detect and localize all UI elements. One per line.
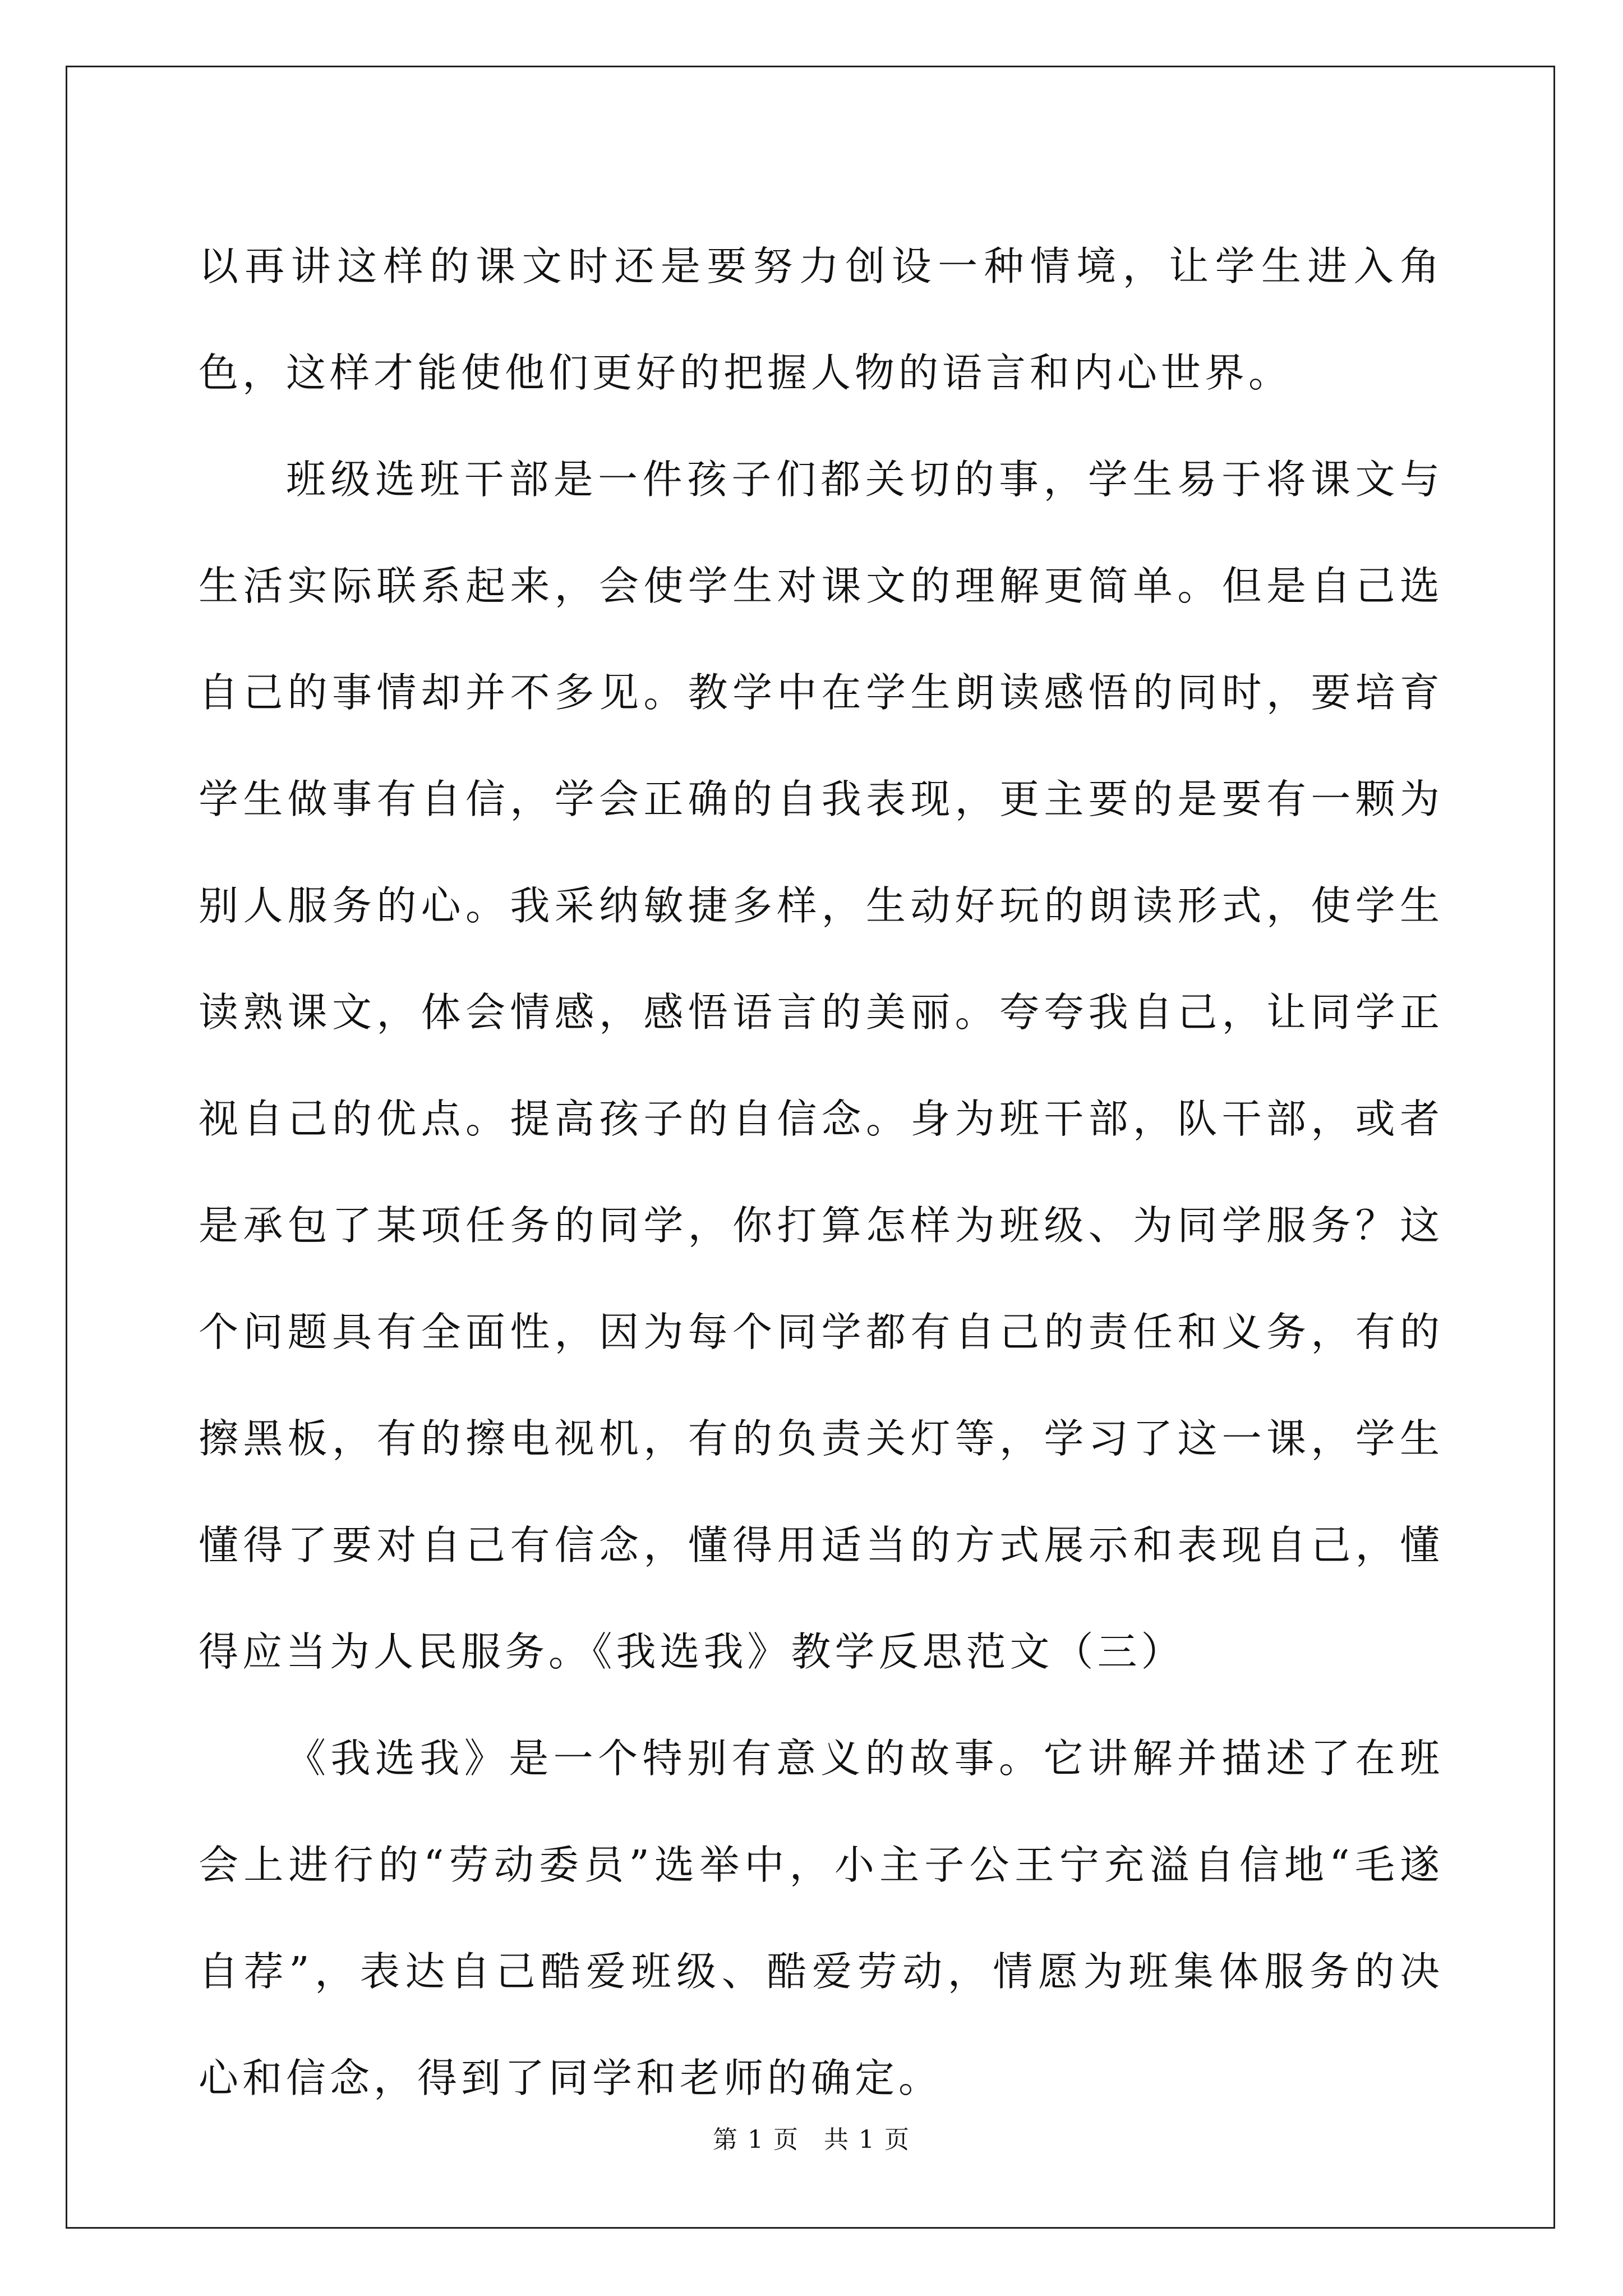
- page-number: 第 1 页: [713, 2125, 799, 2154]
- document-body: [199, 213, 1444, 2132]
- page-total: 共 1 页: [824, 2125, 910, 2154]
- paragraph-1: 以再讲这样的课文时还是要努力创设一种情境，让学生进入角色，这样才能使他们更好的把握人物的语言和内心世界。: [199, 243, 1444, 396]
- paragraph-2: 班级选班干部是一件孩子们都关切的事，学生易于将课文与生活实际联系起来，会使学生对课文的理解更简单。但是自己选自己的事情却并不多见。教学中在学生朗读感悟的同时，要培育学生做事有自信，学会正确的自我表现，更主要的是要有一颗为别人服务的心。我采纳敏捷多样，生动好玩的朗读形式，使学生读熟课文，体会情感，感悟语言的美丽。夸夸我自己，让同学正视自己的优点。提高孩子的自信念。身为班干部，队干部，或者是承包了某项任务的同学，你打算怎样为班级、为同学服务？这个问题具有全面性，因为每个同学都有自己的责任和义务，有的擦黑板，有的擦电视机，有的负责关灯等，学习了这一课，学生懂得了要对自己有信念，懂得用适当的方式展示和表现自己，懂得应当为人民服务。《我选我》教学反思范文（三）: [199, 456, 1444, 1675]
- paragraph-3: 《我选我》是一个特别有意义的故事。它讲解并描述了在班会上进行的“劳动委员”选举中，小主子公王宁充溢自信地“毛遂自荐”，表达自己酷爱班级、酷爱劳动，情愿为班集体服务的决心和信念，得到了同学和老师的确定。: [199, 1735, 1444, 2101]
- page-footer: [0, 2123, 1623, 2157]
